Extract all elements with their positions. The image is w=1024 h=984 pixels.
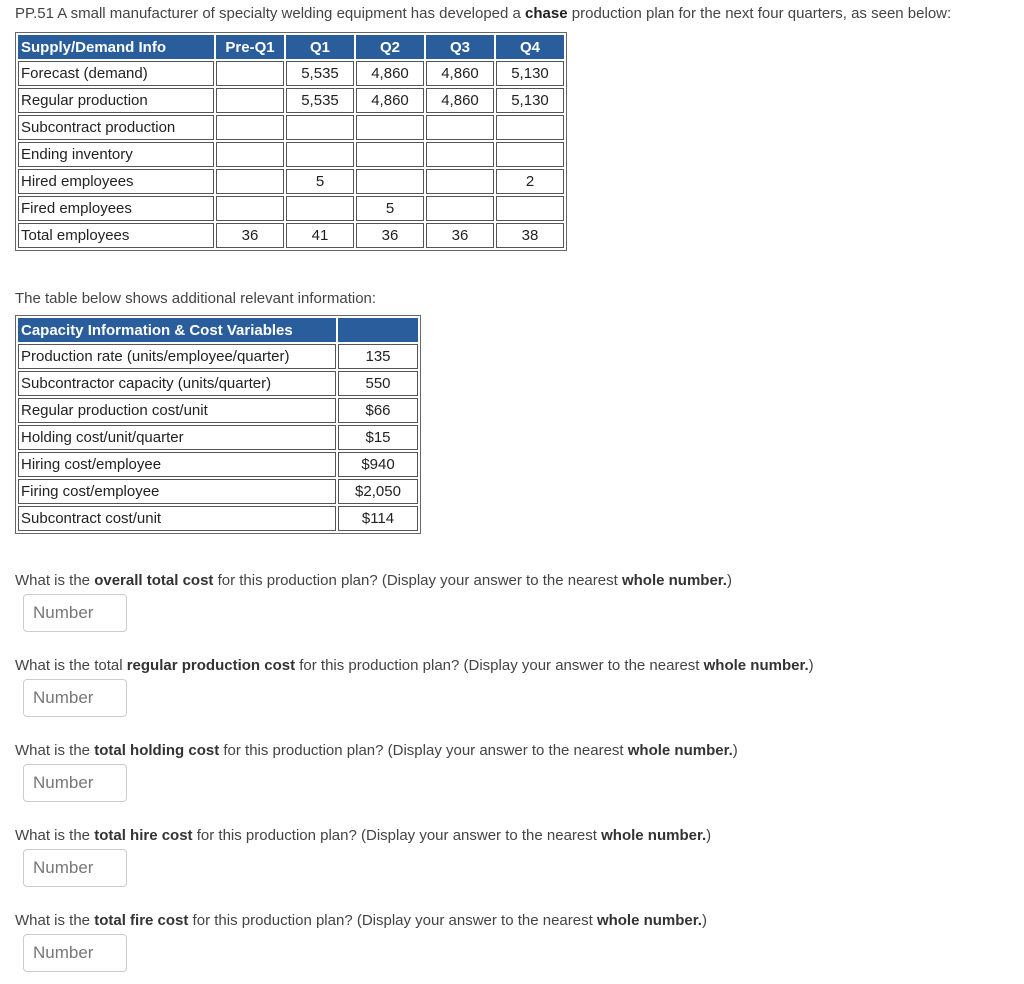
header-cell: Q2 xyxy=(356,35,424,59)
table-cell xyxy=(216,196,284,221)
table-cell xyxy=(496,142,564,167)
table-cell xyxy=(356,115,424,140)
table-cell: $66 xyxy=(338,398,418,423)
table-cell: $15 xyxy=(338,425,418,450)
row-label: Firing cost/employee xyxy=(18,479,336,504)
table-cell xyxy=(356,169,424,194)
intro-suffix: production plan for the next four quarters, as seen below: xyxy=(567,5,952,22)
question-text-post: ) xyxy=(726,572,732,589)
row-label: Regular production xyxy=(18,88,214,113)
table-cell xyxy=(496,115,564,140)
table-cell: 5,535 xyxy=(286,88,354,113)
table-cell: 550 xyxy=(338,371,418,396)
table-cell: $2,050 xyxy=(338,479,418,504)
question-text-bold2: whole number. xyxy=(627,742,733,759)
row-label: Ending inventory xyxy=(18,142,214,167)
table-cell: 4,860 xyxy=(356,88,424,113)
row-label: Regular production cost/unit xyxy=(18,398,336,423)
question-text-post: ) xyxy=(808,657,814,674)
table-cell: 41 xyxy=(286,223,354,248)
table-cell: 4,860 xyxy=(356,61,424,86)
question-text-mid: for this production plan? (Display your answer to the nearest xyxy=(295,657,704,674)
question-text-bold2: whole number. xyxy=(703,657,809,674)
question-total-holding-cost xyxy=(15,742,738,759)
table-cell xyxy=(496,196,564,221)
question-text-pre: What is the total xyxy=(15,657,127,674)
row-label: Subcontractor capacity (units/quarter) xyxy=(18,371,336,396)
table-cell xyxy=(286,196,354,221)
header-cell xyxy=(338,318,418,342)
table-row xyxy=(18,115,564,140)
table-cell: 135 xyxy=(338,344,418,369)
table-row xyxy=(18,196,564,221)
table-cell: 5 xyxy=(286,169,354,194)
table-cell: 4,860 xyxy=(426,88,494,113)
additional-info-text: The table below shows additional relevant information: xyxy=(15,290,377,307)
table-cell xyxy=(426,196,494,221)
row-label: Hired employees xyxy=(18,169,214,194)
total-fire-cost-input[interactable] xyxy=(23,934,127,972)
table-row xyxy=(18,169,564,194)
header-cell: Q3 xyxy=(426,35,494,59)
table-cell xyxy=(216,115,284,140)
table-cell xyxy=(216,88,284,113)
table-row xyxy=(18,506,418,531)
row-label: Total employees xyxy=(18,223,214,248)
table-row xyxy=(18,398,418,423)
table-cell xyxy=(286,142,354,167)
question-text-mid: for this production plan? (Display your answer to the nearest xyxy=(219,742,628,759)
table-row xyxy=(18,88,564,113)
table-cell xyxy=(216,61,284,86)
capacity-cost-table xyxy=(15,315,421,534)
header-cell: Capacity Information & Cost Variables xyxy=(18,318,336,342)
table-row xyxy=(18,223,564,248)
question-text-mid: for this production plan? (Display your answer to the nearest xyxy=(213,572,622,589)
question-text-bold: overall total cost xyxy=(94,572,214,589)
table-row xyxy=(18,425,418,450)
header-cell: Pre-Q1 xyxy=(216,35,284,59)
total-holding-cost-input[interactable] xyxy=(23,764,127,802)
table-cell: 5,130 xyxy=(496,88,564,113)
question-text-mid: for this production plan? (Display your answer to the nearest xyxy=(192,827,602,844)
table-cell xyxy=(356,142,424,167)
table-row xyxy=(18,452,418,477)
table-cell xyxy=(216,169,284,194)
question-text-bold: regular production cost xyxy=(126,657,296,674)
intro-bold: chase xyxy=(525,5,568,22)
question-text-bold2: whole number. xyxy=(596,912,702,929)
total-hire-cost-input[interactable] xyxy=(23,849,127,887)
question-text-pre: What is the xyxy=(15,912,95,929)
table-row xyxy=(18,142,564,167)
regular-production-cost-input[interactable] xyxy=(23,679,127,717)
question-overall-total-cost xyxy=(15,572,732,589)
question-total-fire-cost xyxy=(15,912,707,929)
table-cell xyxy=(426,169,494,194)
row-label: Hiring cost/employee xyxy=(18,452,336,477)
question-text-bold2: whole number. xyxy=(601,827,707,844)
table-cell: 36 xyxy=(426,223,494,248)
question-text-pre: What is the xyxy=(15,742,95,759)
table-cell: 5,535 xyxy=(286,61,354,86)
table-cell xyxy=(426,115,494,140)
table-cell: 5,130 xyxy=(496,61,564,86)
table-cell: 4,860 xyxy=(426,61,494,86)
question-text-bold2: whole number. xyxy=(621,572,727,589)
question-text-bold: total holding cost xyxy=(94,742,220,759)
table-cell: 38 xyxy=(496,223,564,248)
question-regular-production-cost xyxy=(15,657,814,674)
row-label: Forecast (demand) xyxy=(18,61,214,86)
question-text-bold: total hire cost xyxy=(94,827,193,844)
supply-demand-table xyxy=(15,32,567,251)
header-cell: Q1 xyxy=(286,35,354,59)
question-text-post: ) xyxy=(701,912,707,929)
table-cell xyxy=(286,115,354,140)
table-cell: 36 xyxy=(216,223,284,248)
table-cell: 5 xyxy=(356,196,424,221)
problem-intro xyxy=(15,5,951,22)
table-cell: 2 xyxy=(496,169,564,194)
row-label: Fired employees xyxy=(18,196,214,221)
table-row xyxy=(18,371,418,396)
question-text-post: ) xyxy=(706,827,712,844)
table-row xyxy=(18,479,418,504)
table-cell: $940 xyxy=(338,452,418,477)
question-text-pre: What is the xyxy=(15,827,95,844)
table-row xyxy=(18,61,564,86)
row-label: Holding cost/unit/quarter xyxy=(18,425,336,450)
table-header-row xyxy=(18,35,564,59)
header-cell: Q4 xyxy=(496,35,564,59)
question-text-pre: What is the xyxy=(15,572,95,589)
question-total-hire-cost xyxy=(15,827,711,844)
question-text-mid: for this production plan? (Display your answer to the nearest xyxy=(188,912,597,929)
question-text-post: ) xyxy=(732,742,738,759)
row-label: Production rate (units/employee/quarter) xyxy=(18,344,336,369)
table-row xyxy=(18,344,418,369)
table-cell xyxy=(216,142,284,167)
header-cell: Supply/Demand Info xyxy=(18,35,214,59)
row-label: Subcontract cost/unit xyxy=(18,506,336,531)
table-header-row xyxy=(18,318,418,342)
intro-prefix: PP.51 A small manufacturer of specialty welding equipment has developed a xyxy=(15,5,526,22)
table-cell: 36 xyxy=(356,223,424,248)
table-cell xyxy=(426,142,494,167)
overall-total-cost-input[interactable] xyxy=(23,594,127,632)
question-text-bold: total fire cost xyxy=(94,912,189,929)
table-cell: $114 xyxy=(338,506,418,531)
row-label: Subcontract production xyxy=(18,115,214,140)
